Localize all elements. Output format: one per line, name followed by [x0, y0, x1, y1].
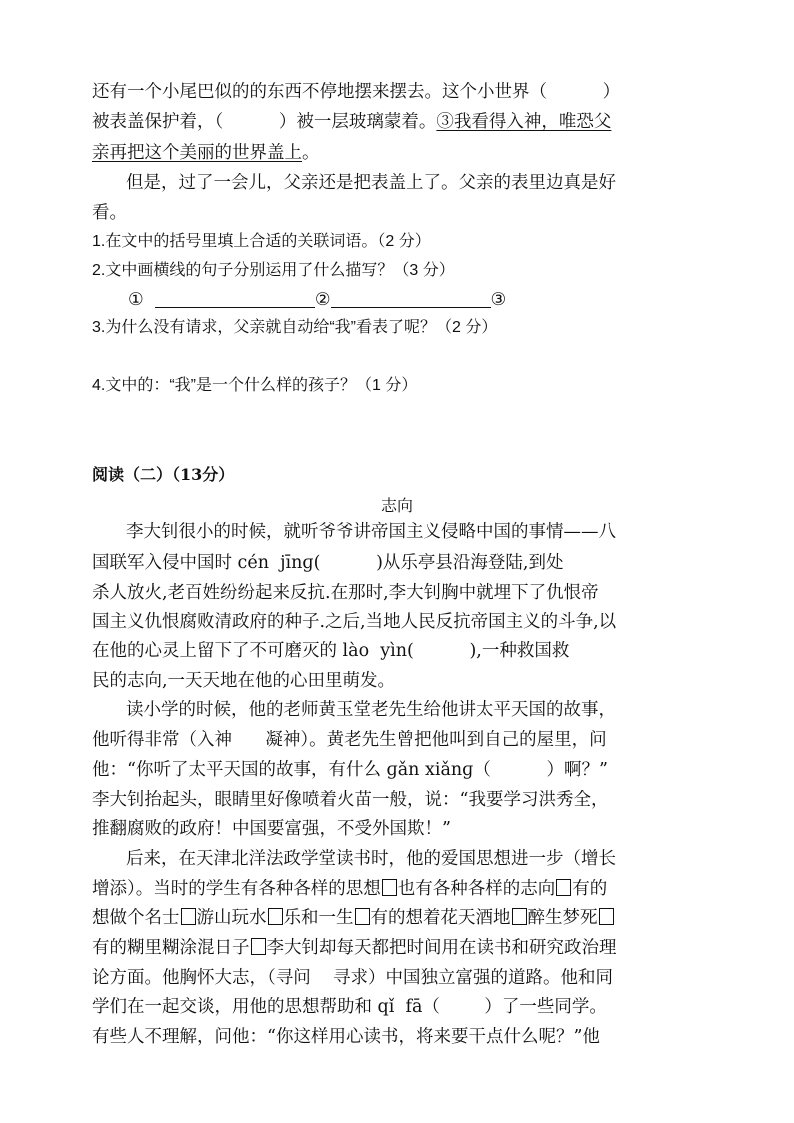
reading2-line-7: 读小学的时候，他的老师黄玉堂老先生给他讲太平天国的故事，	[126, 700, 616, 720]
answer-mark-1: ①	[128, 290, 144, 310]
question-1: 1.在文中的括号里填上合适的关联词语。（2 分）	[92, 233, 431, 250]
passage1-line-3-end: 。	[302, 143, 320, 163]
reading2-line-14	[92, 905, 615, 931]
segment: 有的	[572, 879, 608, 899]
passage1-line-4: 但是，过了一会儿，父亲还是把表盖上了。父亲的表里边真是好	[126, 173, 616, 193]
answer-mark-3: ③	[490, 290, 507, 310]
segment: 有的想着花天酒地	[370, 908, 511, 928]
question-3: 3.为什么没有请求，父亲就自动给“我”看表了呢？（2 分）	[92, 319, 498, 336]
reading2-line-18: 有些人不理解，问他：“你这样用心读书，将来要干点什么呢？”他	[92, 1027, 600, 1047]
reading2-line-11: 推翻腐败的政府！中国要富强，不受外国欺！”	[92, 819, 451, 839]
question-4: 4.文中的：“我”是一个什么样的孩子？（1 分）	[92, 377, 418, 394]
segment: 想做个名士	[92, 908, 180, 928]
passage1-line-5: 看。	[92, 203, 127, 223]
reading2-line-13: 增添）。当时的学生有各种各样的思想 也有各种各样的志向 有的	[92, 879, 608, 899]
reading2-line-5: 在他的心灵上留下了不可磨灭的 lào yìn( ),一种救国救	[92, 641, 570, 661]
punctuation-box[interactable]	[355, 908, 370, 925]
underlined-sentence-3-end: 亲再把这个美丽的世界盖上	[92, 143, 302, 163]
passage1-line-1: 还有一个小尾巴似的的东西不停地摆来摆去。这个小世界（ ）	[92, 82, 621, 102]
segment: 游山玩水	[196, 908, 267, 928]
section-heading: 阅读（二）（13分）	[92, 465, 235, 484]
passage1-line-2	[92, 109, 611, 135]
reading2-line-12: 后来，在天津北洋法政学堂读书时，他的爱国思想进一步（增长	[126, 849, 616, 869]
segment: 也有各种各样的志向	[397, 879, 556, 899]
reading2-line-9: 他：“你听了太平天国的故事，有什么 ɡǎn xiǎnɡ（ ）啊？”	[92, 760, 608, 780]
question-2: 2.文中画横线的句子分别运用了什么描写？（3 分）	[92, 262, 455, 279]
segment: 当时的学生有各种各样的思想	[153, 879, 381, 899]
reading2-line-2: 国联军入侵中国时 cén jīnɡ( )从乐亭县沿海登陆,到处	[92, 553, 564, 573]
reading2-line-17: 学们在一起交谈，用他的思想帮助和 qǐ fā（ ）了一些同学。	[92, 997, 607, 1017]
answer-blank-1[interactable]	[155, 289, 315, 308]
punctuation-box[interactable]	[599, 908, 614, 925]
segment: 李大钊却每天都把时间用在读书和研究政治理	[266, 938, 617, 958]
punctuation-box[interactable]	[268, 908, 283, 925]
passage1-line-2-text: 被表盖保护着，（ ）被一层玻璃蒙着。	[92, 112, 437, 132]
punctuation-box[interactable]	[181, 908, 196, 925]
passage1-line-3	[92, 140, 320, 166]
segment: 乐和一生	[283, 908, 354, 928]
underlined-sentence-3-start: ③我看得入神，唯恐父	[436, 112, 612, 132]
answer-mark-2: ②	[314, 290, 331, 310]
segment: 醉生梦死	[527, 908, 598, 928]
reading2-line-4: 国主义仇恨腐败清政府的种子.之后,当地人民反抗帝国主义的斗争,以	[92, 612, 617, 632]
reading2-line-10: 李大钊抬起头，眼睛里好像喷着火苗一般，说：“我要学习洪秀全，	[92, 790, 609, 810]
reading2-line-1: 李大钊很小的时候，就听爷爷讲帝国主义侵略中国的事情——八	[126, 522, 616, 542]
reading2-line-8: 他听得非常（入神 凝神）。黄老先生曾把他叫到自己的屋里，问	[92, 730, 607, 750]
reading2-line-16: 论方面。他胸怀大志，（寻问 寻求）中国独立富强的道路。他和同	[92, 968, 613, 988]
punctuation-box[interactable]	[556, 879, 571, 896]
punctuation-box[interactable]	[512, 908, 527, 925]
punctuation-box[interactable]	[251, 938, 266, 955]
reading2-line-3: 杀人放火,老百姓纷纷起来反抗.在那时,李大钊胸中就埋下了仇恨帝	[92, 583, 599, 603]
question-2-answer-row	[128, 287, 506, 313]
segment: 有的糊里糊涂混日子	[92, 938, 250, 958]
reading2-line-6: 民的志向,一天天地在他的心田里萌发。	[92, 671, 396, 691]
passage-title: 志向	[380, 496, 413, 515]
reading2-line-15	[92, 935, 617, 961]
answer-blank-2[interactable]	[331, 289, 491, 308]
punctuation-box[interactable]	[382, 879, 397, 896]
